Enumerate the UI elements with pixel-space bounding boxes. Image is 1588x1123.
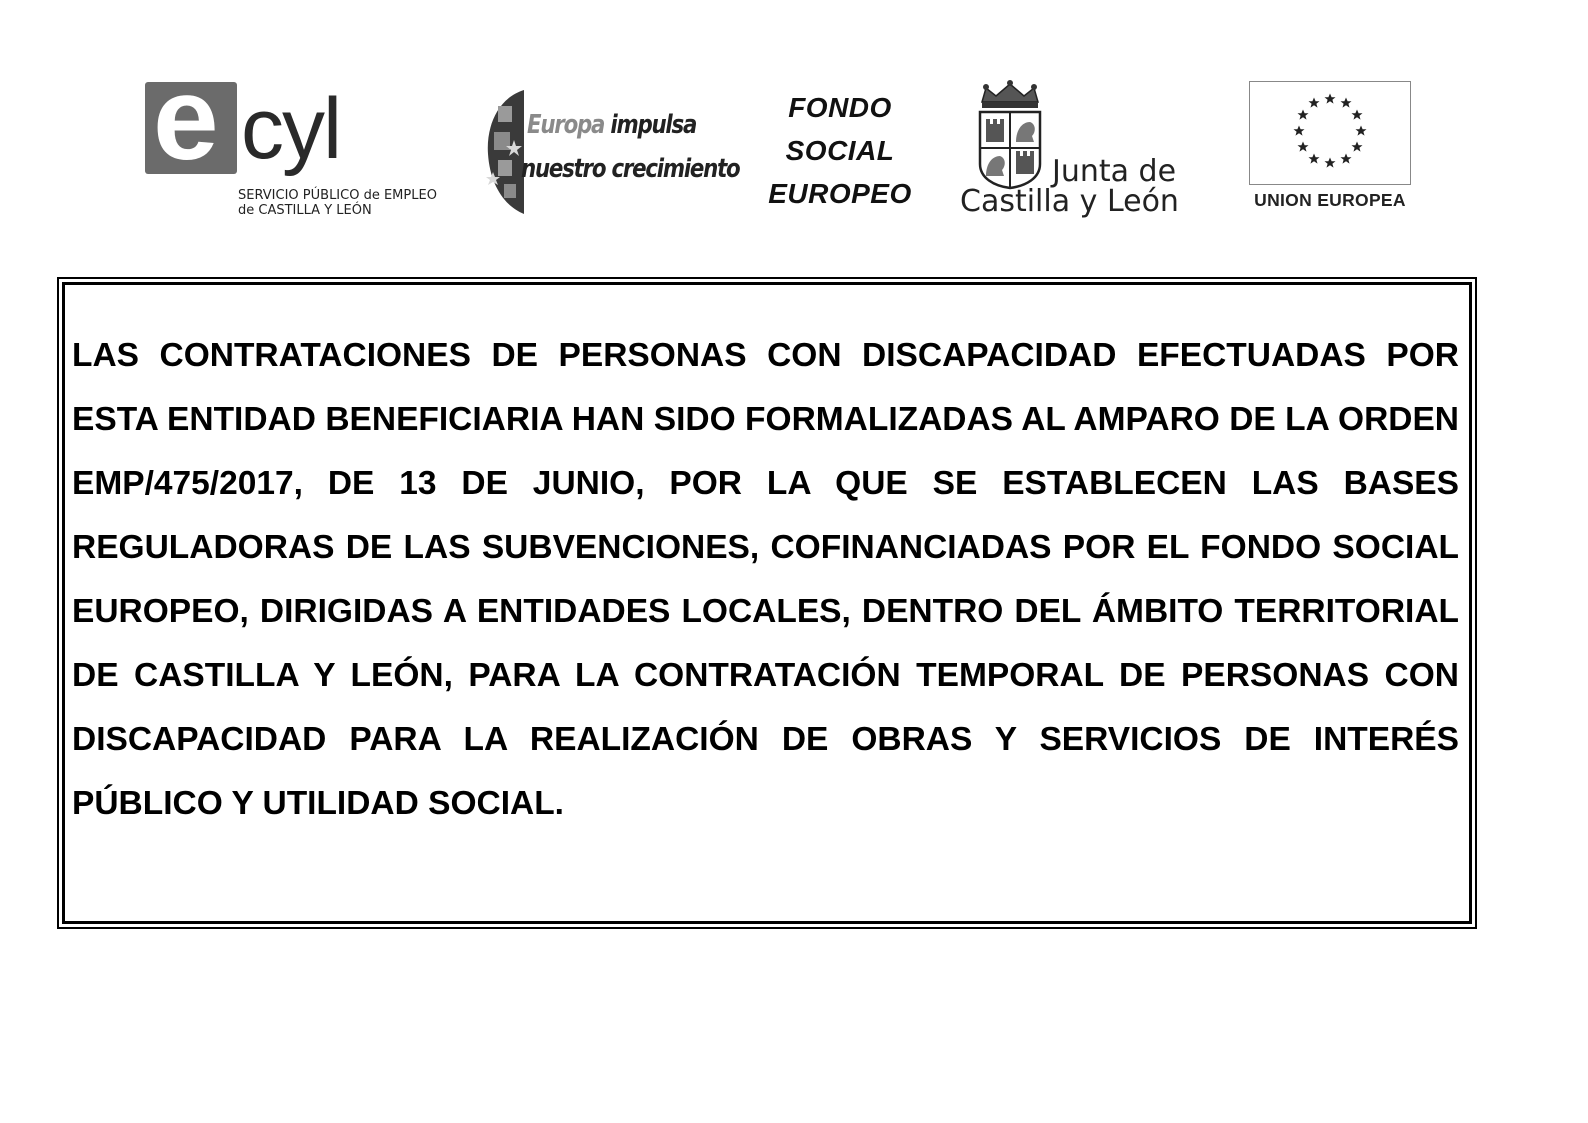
coat-of-arms-icon: [974, 80, 1046, 190]
europa-logo-line2: nuestro crecimiento: [521, 154, 740, 184]
fondo-social-europeo-logo: [760, 86, 920, 216]
fse-line3: EUROPEO: [768, 178, 912, 209]
junta-logo-line2: Castilla y León: [960, 184, 1179, 219]
notice-box: [57, 277, 1477, 929]
notice-text: LAS CONTRATACIONES DE PERSONAS CON DISCAPACIDAD EFECTUADAS POR ESTA ENTIDAD BENEFICIARIA HAN SIDO FORMALIZADAS AL AMPARO DE LA ORDEN EMP/475/2017, DE 13 DE JUNIO, POR LA QUE SE ESTABLECEN LAS BASES REGULADORAS DE LAS SUBVENCIONES, COFINANCIADAS POR EL FONDO SOCIAL EUROPEO, DIRIGIDAS A ENTIDADES LOCALES, DENTRO DEL ÁMBITO TERRITORIAL DE CASTILLA Y LEÓN, PARA LA CONTRATACIÓN TEMPORAL DE PERSONAS CON DISCAPACIDAD PARA LA REALIZACIÓN DE OBRAS Y SERVICIOS DE INTERÉS PÚBLICO Y UTILIDAD SOCIAL.: [72, 337, 1459, 822]
ecyl-subtitle-line1: SERVICIO PÚBLICO de EMPLEO: [238, 188, 437, 203]
europa-logo-word-europa: Europa: [527, 110, 605, 140]
ecyl-logo-wordmark: cyl: [241, 81, 341, 177]
eu-flag: [1249, 81, 1411, 185]
europa-logo-word-impulsa: impulsa: [610, 110, 697, 140]
union-europea-label: UNION EUROPEA: [1254, 190, 1406, 210]
fse-line2: SOCIAL: [785, 135, 895, 166]
junta-castilla-leon-logo: [960, 80, 1200, 230]
junta-logo-line1: Junta de: [1052, 154, 1177, 189]
union-europea-logo: [1244, 80, 1416, 220]
europa-impulsa-logo: [484, 88, 740, 216]
europa-logo-line1: [527, 110, 696, 140]
fse-line1: FONDO: [788, 92, 892, 123]
eu-stars-icon: [1250, 82, 1410, 184]
ecyl-logo-subtitle: [238, 188, 437, 218]
ecyl-logo-box: [145, 53, 237, 185]
ecyl-logo: [145, 53, 445, 230]
ecyl-subtitle-line2: de CASTILLA Y LEÓN: [238, 203, 372, 218]
europa-emblem-icon: [484, 88, 528, 216]
ecyl-logo-letter: e: [153, 53, 219, 185]
